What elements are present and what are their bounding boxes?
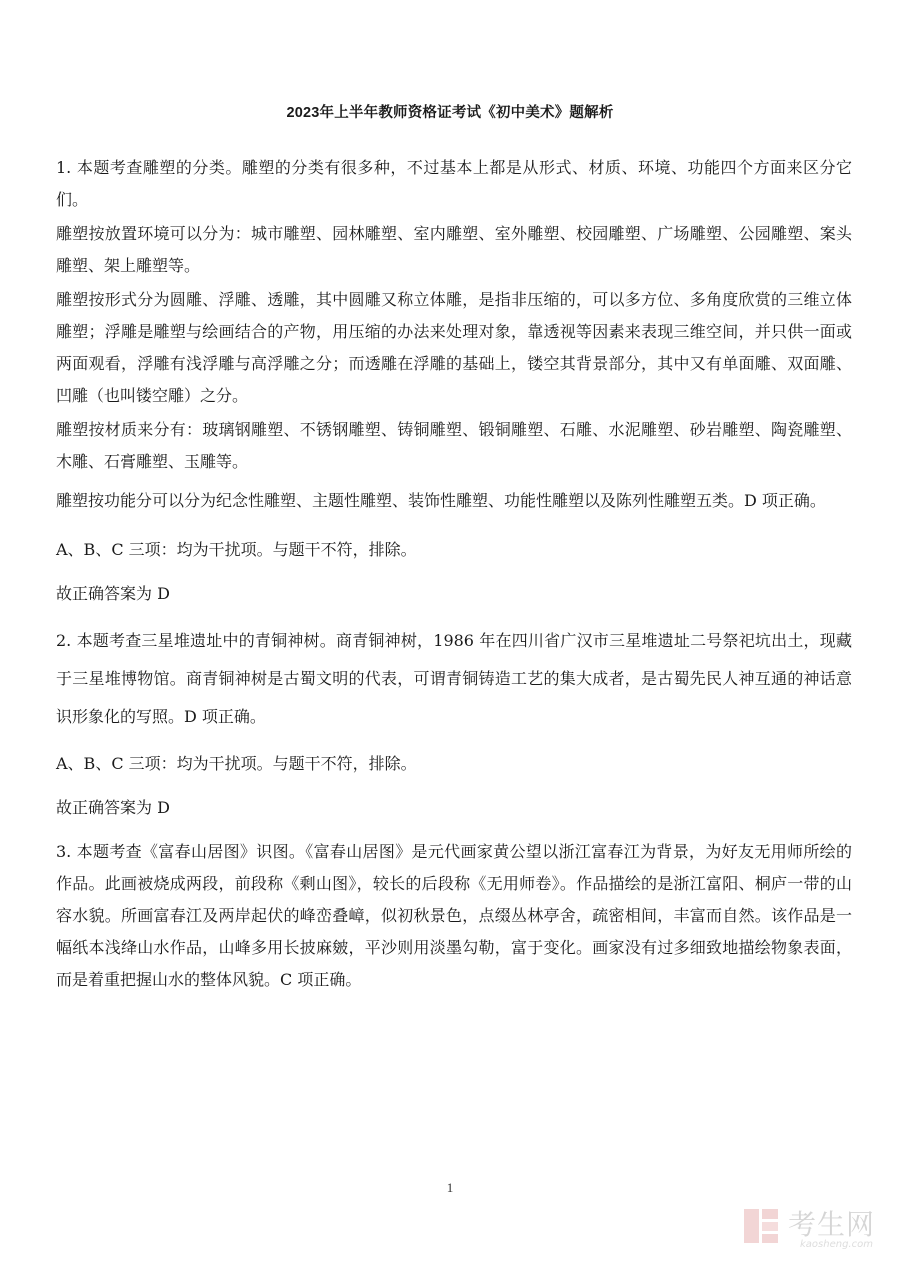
paragraph: 故正确答案为 D: [56, 584, 170, 603]
page-title: 2023年上半年教师资格证考试《初中美术》题解析: [286, 105, 614, 121]
paragraph: 故正确答案为 D: [56, 798, 170, 817]
paragraph: 3. 本题考查《富春山居图》识图。《富春山居图》是元代画家黄公望以浙江富春江为背景，为好友无用师所绘的作品。此画被烧成两段，前段称《剩山图》，较长的后段称《无用师卷》。作品描绘的是浙江富阳、桐庐一带的山容水貌。所画富春江及两岸起伏的峰峦叠嶂，似初秋景色，点缀丛林亭舍，疏密相间，丰富而自然。该作品是一幅纸本浅绛山水作品，山峰多用长披麻皴，平沙则用淡墨勾勒，富于变化。画家没有过多细致地描绘物象表面，而是着重把握山水的整体风貌。C 项正确。: [56, 842, 852, 989]
watermark: [742, 1203, 882, 1259]
paragraph: 雕塑按放置环境可以分为：城市雕塑、园林雕塑、室内雕塑、室外雕塑、校园雕塑、广场雕塑、公园雕塑、案头雕塑、架上雕塑等。: [56, 224, 852, 275]
watermark-domain: kaosheng.com: [800, 1239, 873, 1250]
paragraph: 雕塑按形式分为圆雕、浮雕、透雕，其中圆雕又称立体雕，是指非压缩的，可以多方位、多角度欣赏的三维立体雕塑；浮雕是雕塑与绘画结合的产物，用压缩的办法来处理对象，靠透视等因素来表现三维空间，并只供一面或两面观看，浮雕有浅浮雕与高浮雕之分；而透雕在浮雕的基础上，镂空其背景部分，其中又有单面雕、双面雕、凹雕（也叫镂空雕）之分。: [56, 290, 852, 405]
paragraph: A、B、C 三项：均为干扰项。与题干不符，排除。: [56, 754, 417, 773]
document-body: [56, 152, 852, 996]
paragraph: 2. 本题考查三星堆遗址中的青铜神树。商青铜神树，1986 年在四川省广汉市三星堆遗址二号祭祀坑出土，现藏于三星堆博物馆。商青铜神树是古蜀文明的代表，可谓青铜铸造工艺的集大成者，是古蜀先民人神互通的神话意识形象化的写照。D 项正确。: [56, 631, 852, 726]
paragraph: A、B、C 三项：均为干扰项。与题干不符，排除。: [56, 540, 417, 559]
paragraph: 1. 本题考查雕塑的分类。雕塑的分类有很多种，不过基本上都是从形式、材质、环境、功能四个方面来区分它们。: [56, 158, 852, 209]
paragraph: 雕塑按功能分可以分为纪念性雕塑、主题性雕塑、装饰性雕塑、功能性雕塑以及陈列性雕塑五类。D 项正确。: [56, 491, 826, 510]
brand-logo-icon: [742, 1205, 782, 1247]
page-number: 1: [446, 1180, 454, 1195]
paragraph: 雕塑按材质来分有：玻璃钢雕塑、不锈钢雕塑、铸铜雕塑、锻铜雕塑、石雕、水泥雕塑、砂岩雕塑、陶瓷雕塑、木雕、石膏雕塑、玉雕等。: [56, 420, 852, 471]
watermark-brand: 考生网: [788, 1208, 876, 1241]
